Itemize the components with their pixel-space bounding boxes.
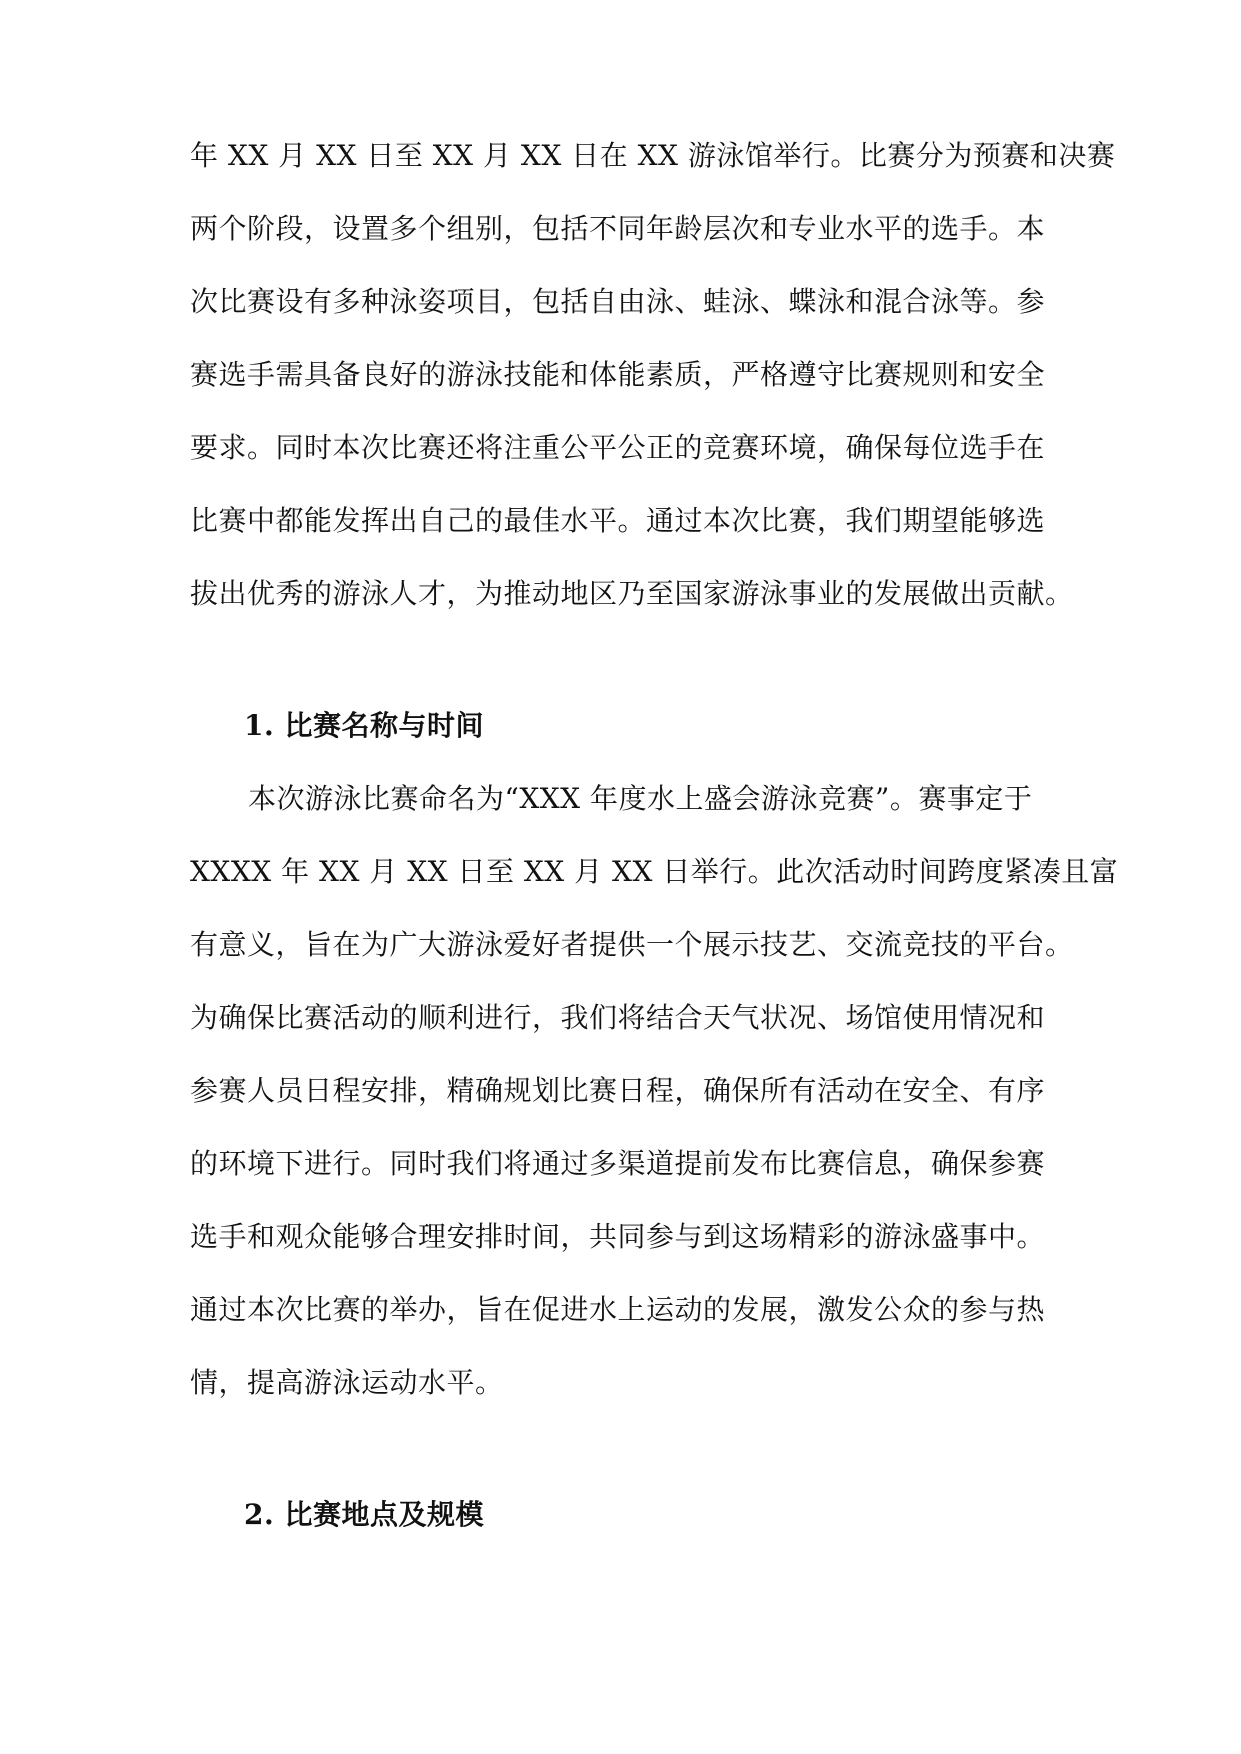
- text-line: 次比赛设有多种泳姿项目，包括自由泳、蛙泳、蝶泳和混合泳等。参: [190, 285, 1046, 318]
- text-line: 拔出优秀的游泳人才，为推动地区乃至国家游泳事业的发展做出贡献。: [190, 577, 1074, 610]
- text-line: 有意义，旨在为广大游泳爱好者提供一个展示技艺、交流竞技的平台。: [190, 928, 1074, 961]
- text-line: 选手和观众能够合理安排时间，共同参与到这场精彩的游泳盛事中。: [190, 1220, 1046, 1253]
- text-line: 通过本次比赛的举办，旨在促进水上运动的发展，激发公众的参与热: [190, 1293, 1046, 1326]
- text-line: 两个阶段，设置多个组别，包括不同年龄层次和专业水平的选手。本: [190, 212, 1046, 245]
- text-line: 赛选手需具备良好的游泳技能和体能素质，严格遵守比赛规则和安全: [190, 358, 1046, 391]
- text-line: 年 XX 月 XX 日至 XX 月 XX 日在 XX 游泳馆举行。比赛分为预赛和决赛: [190, 139, 1116, 172]
- text-line: 本次游泳比赛命名为“XXX 年度水上盛会游泳竞赛”。赛事定于: [248, 782, 1033, 815]
- section-heading-1: 1. 比赛名称与时间: [244, 709, 484, 742]
- text-line: 要求。同时本次比赛还将注重公平公正的竞赛环境，确保每位选手在: [190, 431, 1046, 464]
- text-line: 为确保比赛活动的顺利进行，我们将结合天气状况、场馆使用情况和: [190, 1001, 1046, 1034]
- text-line: 比赛中都能发挥出自己的最佳水平。通过本次比赛，我们期望能够选: [190, 504, 1046, 537]
- text-line: 参赛人员日程安排，精确规划比赛日程，确保所有活动在安全、有序: [190, 1074, 1046, 1107]
- text-line: 的环境下进行。同时我们将通过多渠道提前发布比赛信息，确保参赛: [190, 1147, 1046, 1180]
- section-heading-2: 2. 比赛地点及规模: [244, 1498, 484, 1531]
- text-line: 情，提高游泳运动水平。: [190, 1366, 504, 1399]
- text-line: XXXX 年 XX 月 XX 日至 XX 月 XX 日举行。此次活动时间跨度紧凑且富: [190, 855, 1119, 888]
